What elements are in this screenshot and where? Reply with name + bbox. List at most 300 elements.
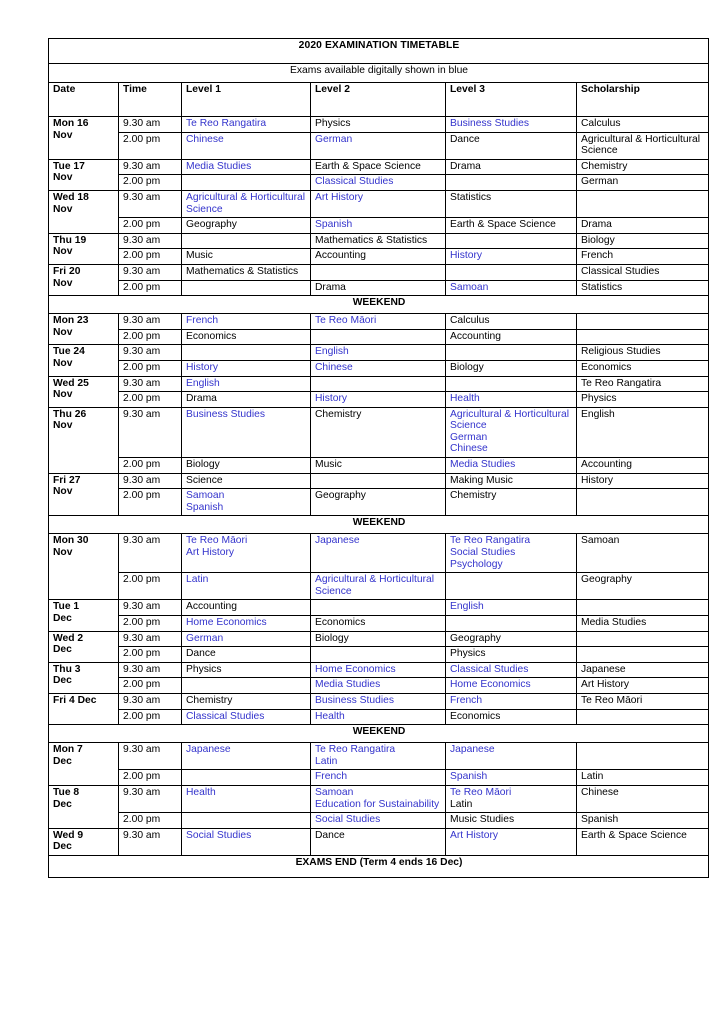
cell-level2 [311, 159, 446, 175]
cell-date [49, 828, 119, 855]
cell-level3 [446, 117, 577, 133]
cell-scholarship [577, 770, 709, 786]
table-row [49, 693, 709, 709]
cell-level1 [182, 314, 311, 330]
table-row [49, 407, 709, 457]
cell-level2 [311, 743, 446, 770]
exam-subject: Te Reo Māori [315, 315, 377, 327]
exam-subject: Biology [315, 632, 349, 644]
date-line: Nov [53, 486, 73, 498]
cell-level3 [446, 458, 577, 474]
table-row [49, 709, 709, 725]
cell-level1 [182, 175, 311, 191]
cell-scholarship [577, 743, 709, 770]
column-header-level1: Level 1 [182, 83, 311, 117]
cell-level1 [182, 693, 311, 709]
date-line: Nov [53, 203, 73, 215]
cell-level2 [311, 458, 446, 474]
cell-level1 [182, 190, 311, 217]
cell-date [49, 693, 119, 724]
cell-scholarship [577, 249, 709, 265]
cell-time: 2.00 pm [119, 573, 182, 600]
table-row [49, 662, 709, 678]
exam-subject: Agricultural & Horticultural Science [450, 408, 570, 432]
exam-subject: Samoan [450, 281, 489, 293]
cell-level1 [182, 813, 311, 829]
cell-level3 [446, 573, 577, 600]
cell-scholarship [577, 693, 709, 709]
cell-level1 [182, 828, 311, 855]
exam-subject: Geography [315, 490, 366, 502]
exam-subject: Drama [315, 281, 346, 293]
column-header-date: Date [49, 83, 119, 117]
table-row [49, 218, 709, 234]
table-row [49, 360, 709, 376]
exam-subject: Drama [581, 219, 612, 231]
date-line: Dec [53, 798, 72, 810]
date-line: Mon 23 [53, 315, 89, 327]
exam-subject: Dance [315, 829, 345, 841]
cell-level3 [446, 314, 577, 330]
cell-level2 [311, 249, 446, 265]
date-line: Nov [53, 326, 73, 338]
cell-level3 [446, 159, 577, 175]
exam-subject: Music Studies [450, 814, 515, 826]
exam-subject: Latin [450, 798, 473, 810]
exam-subject: Japanese [315, 535, 360, 547]
exam-subject: Biology [450, 361, 484, 373]
cell-level2 [311, 360, 446, 376]
cell-scholarship [577, 828, 709, 855]
date-line: Thu 26 [53, 408, 87, 420]
cell-level1 [182, 329, 311, 345]
examination-timetable [48, 38, 709, 878]
cell-scholarship [577, 473, 709, 489]
cell-level1 [182, 360, 311, 376]
exam-subject: Spanish [450, 771, 488, 783]
cell-level1 [182, 647, 311, 663]
title-row [49, 39, 709, 64]
table-row [49, 190, 709, 217]
cell-date [49, 534, 119, 600]
cell-date [49, 631, 119, 662]
cell-level3 [446, 132, 577, 159]
cell-scholarship [577, 647, 709, 663]
exams-end-banner: EXAMS END (Term 4 ends 16 Dec) [49, 855, 709, 877]
cell-level2 [311, 828, 446, 855]
exam-subject: Physics [315, 118, 351, 129]
cell-level3 [446, 407, 577, 457]
exam-subject: German [581, 176, 619, 188]
cell-time: 2.00 pm [119, 678, 182, 694]
weekend-banner-row [49, 516, 709, 534]
cell-level2 [311, 218, 446, 234]
exam-subject: Calculus [450, 315, 490, 327]
table-row [49, 117, 709, 133]
table-row [49, 785, 709, 812]
exam-subject: Music [315, 459, 342, 471]
exam-subject: Accounting [186, 601, 237, 613]
exam-subject: Spanish [186, 501, 224, 513]
cell-scholarship [577, 132, 709, 159]
cell-level3 [446, 473, 577, 489]
cell-level3 [446, 813, 577, 829]
table-row [49, 132, 709, 159]
column-header-level2: Level 2 [311, 83, 446, 117]
table-row [49, 647, 709, 663]
cell-date [49, 376, 119, 407]
exam-subject: Physics [450, 648, 486, 660]
date-line: Tue 24 [53, 346, 85, 358]
cell-level2 [311, 489, 446, 516]
exam-subject: Art History [450, 829, 499, 841]
cell-time: 2.00 pm [119, 647, 182, 663]
cell-scholarship [577, 345, 709, 361]
cell-date [49, 314, 119, 345]
cell-level1 [182, 473, 311, 489]
column-header-scholarship: Scholarship [577, 83, 709, 117]
date-line: Mon 16 [53, 118, 89, 129]
date-line: Nov [53, 277, 73, 289]
date-line: Dec [53, 644, 72, 656]
cell-level2 [311, 534, 446, 573]
cell-level3 [446, 392, 577, 408]
cell-scholarship [577, 616, 709, 632]
date-line: Dec [53, 613, 72, 624]
cell-time: 9.30 am [119, 662, 182, 678]
table-row [49, 534, 709, 573]
table-row [49, 828, 709, 855]
cell-level1 [182, 159, 311, 175]
exam-subject: History [315, 393, 348, 405]
exam-subject: Music [186, 250, 213, 262]
exam-subject: Agricultural & Horticultural Science [581, 133, 701, 157]
exam-subject: French [315, 771, 348, 783]
cell-scholarship [577, 329, 709, 345]
cell-level2 [311, 631, 446, 647]
weekend-banner-row [49, 725, 709, 743]
exam-subject: German [450, 431, 488, 443]
cell-time: 9.30 am [119, 345, 182, 361]
cell-level1 [182, 345, 311, 361]
exam-subject: Spanish [315, 219, 353, 231]
exam-subject: Psychology [450, 558, 503, 570]
exam-subject: Chemistry [581, 160, 628, 172]
cell-level1 [182, 376, 311, 392]
column-header-time: Time [119, 83, 182, 117]
date-line: Nov [53, 389, 73, 401]
exam-subject: Statistics [450, 191, 492, 203]
exam-subject: Mathematics & Statistics [315, 234, 428, 246]
cell-scholarship [577, 159, 709, 175]
exam-subject: French [450, 694, 483, 706]
exam-subject: Art History [581, 679, 630, 691]
table-row [49, 314, 709, 330]
table-row [49, 573, 709, 600]
cell-scholarship [577, 264, 709, 280]
cell-level3 [446, 345, 577, 361]
exam-subject: Classical Studies [315, 176, 394, 188]
exam-subject: Agricultural & Horticultural Science [315, 574, 435, 597]
exam-subject: Latin [581, 771, 604, 783]
exam-subject: Media Studies [581, 617, 647, 628]
exam-subject: German [315, 133, 353, 145]
table-row [49, 489, 709, 516]
cell-scholarship [577, 392, 709, 408]
cell-date [49, 662, 119, 693]
cell-level1 [182, 233, 311, 249]
cell-date [49, 785, 119, 828]
table-row [49, 616, 709, 632]
cell-level1 [182, 678, 311, 694]
cell-scholarship [577, 233, 709, 249]
exam-subject: English [581, 408, 615, 420]
cell-level1 [182, 616, 311, 632]
cell-date [49, 117, 119, 160]
date-line: Mon 30 [53, 535, 89, 547]
cell-time: 2.00 pm [119, 616, 182, 632]
table-row [49, 813, 709, 829]
cell-level2 [311, 345, 446, 361]
exam-subject: Accounting [315, 250, 366, 262]
cell-level2 [311, 709, 446, 725]
date-line: Nov [53, 246, 73, 258]
exam-subject: Economics [450, 710, 501, 722]
cell-level2 [311, 813, 446, 829]
cell-date [49, 407, 119, 473]
cell-level3 [446, 360, 577, 376]
cell-scholarship [577, 117, 709, 133]
exam-subject: Chemistry [450, 490, 497, 502]
cell-level1 [182, 770, 311, 786]
date-line: Thu 3 [53, 663, 81, 675]
exam-subject: Biology [581, 234, 615, 246]
cell-level3 [446, 785, 577, 812]
exam-subject: Japanese [186, 744, 231, 756]
table-row [49, 376, 709, 392]
exam-subject: Home Economics [315, 663, 396, 675]
cell-scholarship [577, 631, 709, 647]
exam-subject: Media Studies [315, 679, 381, 691]
cell-level1 [182, 631, 311, 647]
cell-level2 [311, 314, 446, 330]
subtitle-row [49, 64, 709, 83]
weekend-banner-row [49, 296, 709, 314]
cell-scholarship [577, 813, 709, 829]
exam-subject: Spanish [581, 814, 619, 826]
cell-scholarship [577, 407, 709, 457]
cell-level2 [311, 329, 446, 345]
exam-subject: Health [186, 786, 216, 798]
exam-subject: Business Studies [450, 118, 529, 129]
cell-level3 [446, 376, 577, 392]
cell-time: 2.00 pm [119, 360, 182, 376]
cell-time: 9.30 am [119, 828, 182, 855]
exam-subject: Chinese [186, 133, 224, 145]
cell-level1 [182, 743, 311, 770]
cell-scholarship [577, 573, 709, 600]
table-row [49, 743, 709, 770]
cell-level3 [446, 828, 577, 855]
table-row [49, 233, 709, 249]
cell-time: 9.30 am [119, 534, 182, 573]
cell-level1 [182, 600, 311, 616]
cell-level3 [446, 662, 577, 678]
date-line: Thu 19 [53, 234, 87, 246]
cell-time: 9.30 am [119, 376, 182, 392]
exam-subject: Physics [186, 663, 222, 675]
cell-level3 [446, 489, 577, 516]
cell-time: 9.30 am [119, 264, 182, 280]
date-line: Nov [53, 172, 73, 184]
cell-level3 [446, 264, 577, 280]
exam-subject: Japanese [450, 744, 495, 756]
exam-subject: Earth & Space Science [315, 160, 421, 172]
cell-time: 2.00 pm [119, 392, 182, 408]
cell-level3 [446, 770, 577, 786]
table-row [49, 678, 709, 694]
date-line: Nov [53, 357, 73, 369]
cell-level3 [446, 190, 577, 217]
cell-scholarship [577, 190, 709, 217]
cell-level3 [446, 743, 577, 770]
cell-date [49, 473, 119, 516]
cell-time: 9.30 am [119, 117, 182, 133]
column-header-row [49, 83, 709, 117]
date-line: Fri 20 [53, 265, 81, 277]
cell-time: 9.30 am [119, 693, 182, 709]
cell-date [49, 159, 119, 190]
cell-time: 9.30 am [119, 600, 182, 616]
exam-subject: Samoan [581, 535, 620, 547]
exam-subject: Health [450, 393, 480, 405]
cell-level2 [311, 407, 446, 457]
exam-subject: Accounting [581, 459, 632, 471]
cell-date [49, 233, 119, 264]
date-line: Nov [53, 547, 73, 559]
exam-subject: Economics [581, 361, 632, 373]
date-line: Dec [53, 755, 72, 767]
cell-level2 [311, 376, 446, 392]
exam-subject: Art History [315, 191, 364, 203]
cell-time: 2.00 pm [119, 770, 182, 786]
cell-scholarship [577, 600, 709, 616]
cell-time: 2.00 pm [119, 249, 182, 265]
cell-level1 [182, 489, 311, 516]
cell-level3 [446, 616, 577, 632]
exam-subject: Chinese [581, 786, 619, 798]
exam-subject: Dance [450, 133, 480, 145]
cell-level2 [311, 233, 446, 249]
exam-subject: Samoan [186, 490, 225, 502]
exam-subject: Drama [186, 393, 217, 405]
exam-subject: Latin [186, 574, 209, 586]
exam-subject: German [186, 632, 224, 644]
cell-scholarship [577, 218, 709, 234]
cell-level2 [311, 662, 446, 678]
exam-subject: Physics [581, 393, 617, 405]
table-row [49, 280, 709, 296]
cell-time: 2.00 pm [119, 218, 182, 234]
cell-level1 [182, 392, 311, 408]
cell-scholarship [577, 709, 709, 725]
cell-level2 [311, 473, 446, 489]
exam-subject: Agricultural & Horticultural Science [186, 191, 306, 215]
cell-level3 [446, 534, 577, 573]
exam-subject: Classical Studies [186, 710, 265, 722]
cell-scholarship [577, 662, 709, 678]
exam-subject: Mathematics & Statistics [186, 265, 299, 277]
date-line: Mon 7 [53, 744, 83, 756]
table-row [49, 345, 709, 361]
exam-subject: Geography [450, 632, 501, 644]
column-header-level3: Level 3 [446, 83, 577, 117]
date-line: Wed 2 [53, 632, 84, 644]
exam-subject: Business Studies [186, 408, 265, 420]
exam-subject: Dance [186, 648, 216, 660]
exam-subject: Japanese [581, 663, 626, 675]
cell-time: 9.30 am [119, 159, 182, 175]
cell-level3 [446, 709, 577, 725]
cell-level3 [446, 249, 577, 265]
date-line: Fri 27 [53, 474, 81, 486]
table-row [49, 264, 709, 280]
date-line: Wed 25 [53, 377, 89, 389]
cell-scholarship [577, 458, 709, 474]
cell-level2 [311, 264, 446, 280]
exam-subject: Science [186, 474, 223, 486]
cell-level2 [311, 392, 446, 408]
date-line: Nov [53, 129, 73, 141]
cell-level3 [446, 678, 577, 694]
table-row [49, 159, 709, 175]
exam-subject: Business Studies [315, 694, 394, 706]
exam-subject: Te Reo Rangatira [581, 377, 662, 389]
weekend-banner: WEEKEND [49, 296, 709, 314]
cell-level3 [446, 233, 577, 249]
cell-time: 2.00 pm [119, 489, 182, 516]
exam-subject: Media Studies [186, 160, 252, 172]
cell-level2 [311, 175, 446, 191]
cell-scholarship [577, 489, 709, 516]
exams-end-row [49, 855, 709, 877]
cell-level2 [311, 132, 446, 159]
exam-subject: Statistics [581, 281, 623, 293]
exam-subject: Geography [186, 219, 237, 231]
cell-scholarship [577, 314, 709, 330]
exam-subject: Biology [186, 459, 220, 471]
cell-level3 [446, 693, 577, 709]
cell-level3 [446, 647, 577, 663]
cell-time: 9.30 am [119, 407, 182, 457]
cell-time: 9.30 am [119, 631, 182, 647]
cell-time: 2.00 pm [119, 175, 182, 191]
cell-scholarship [577, 280, 709, 296]
exam-subject: Latin [315, 755, 338, 767]
table-row [49, 631, 709, 647]
exam-subject: Chemistry [315, 408, 362, 420]
date-line: Tue 17 [53, 160, 85, 172]
cell-time: 2.00 pm [119, 132, 182, 159]
date-line: Dec [53, 841, 72, 853]
table-row [49, 473, 709, 489]
table-row [49, 249, 709, 265]
exam-subject: History [450, 250, 483, 262]
cell-level2 [311, 647, 446, 663]
weekend-banner: WEEKEND [49, 725, 709, 743]
cell-level1 [182, 407, 311, 457]
cell-level1 [182, 534, 311, 573]
